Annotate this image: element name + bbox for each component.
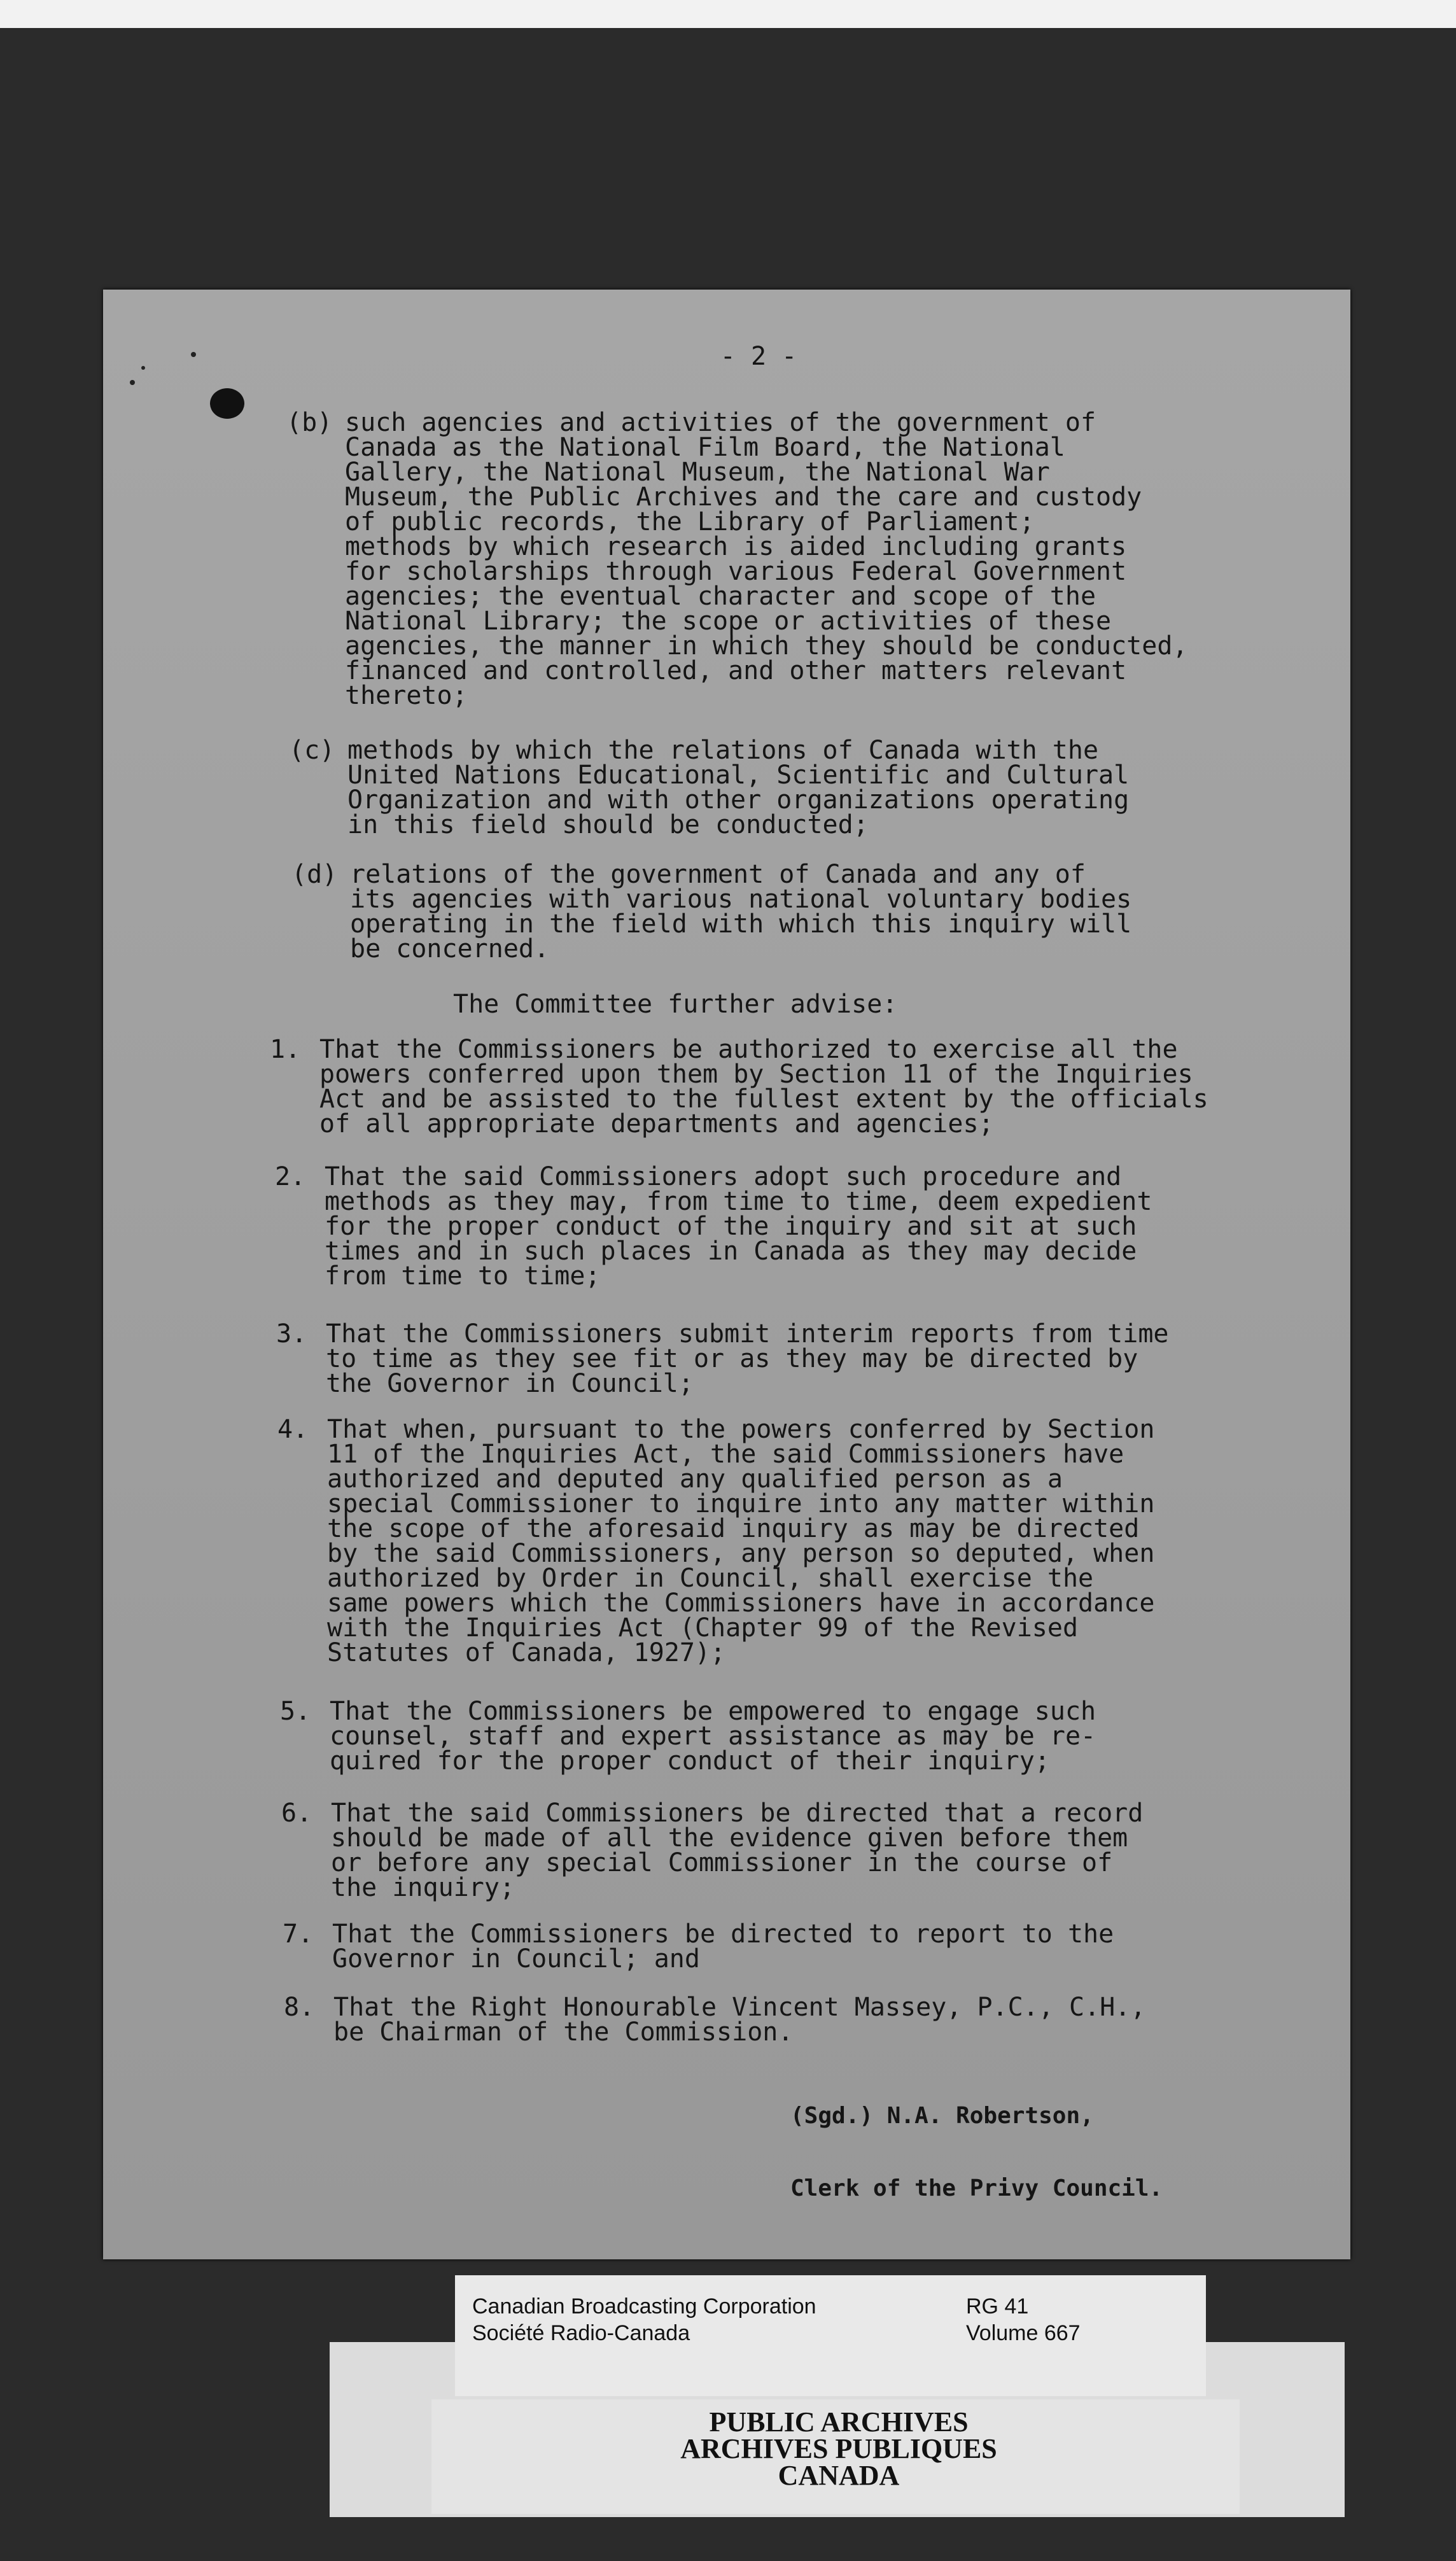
page-number: - 2 -	[720, 342, 797, 371]
text-line: That the Commissioners be empowered to engage such	[330, 1697, 1096, 1726]
item-label: 8.	[284, 1993, 315, 2022]
text-line: its agencies with various national voluntary bodies	[350, 885, 1132, 914]
numbered-item-8	[284, 1995, 1145, 2045]
top-border	[0, 0, 1456, 28]
text-line: United Nations Educational, Scientific and Cultural	[347, 761, 1130, 790]
item-label: (c)	[289, 736, 335, 765]
text-line: counsel, staff and expert assistance as may be re-	[330, 1722, 1096, 1751]
record-group: RG 41	[966, 2294, 1029, 2319]
text-line: operating in the field with which this inquiry will	[350, 909, 1132, 939]
text-line: That the Right Honourable Vincent Massey, P.C., C.H.,	[333, 1993, 1146, 2022]
item-label: (d)	[291, 860, 338, 889]
text-line: That the Commissioners be directed to report to the	[332, 1919, 1114, 1949]
item-label: 2.	[275, 1162, 306, 1191]
org-name-fr: Société Radio-Canada	[472, 2321, 690, 2345]
text-line: relations of the government of Canada and any of	[350, 860, 1086, 889]
text-line: in this field should be conducted;	[347, 810, 869, 839]
text-line: for scholarships through various Federal Government	[345, 557, 1127, 586]
item-label: (b)	[286, 408, 333, 437]
text-line: Governor in Council; and	[332, 1944, 700, 1974]
speck	[130, 380, 135, 385]
text-line: with the Inquiries Act (Chapter 99 of the Revised	[327, 1613, 1079, 1643]
item-label: 3.	[276, 1319, 307, 1349]
speck	[141, 366, 145, 370]
text-line: the scope of the aforesaid inquiry as may be directed	[327, 1514, 1140, 1543]
text-line: That the Commissioners submit interim reports from time	[326, 1319, 1169, 1349]
text-line: financed and controlled, and other matters relevant	[345, 656, 1127, 685]
text-line: methods by which research is aided including grants	[345, 532, 1127, 561]
numbered-item-1	[270, 1037, 1208, 1137]
text-line: Museum, the Public Archives and the care and custody	[345, 482, 1142, 512]
numbered-item-2	[275, 1162, 1152, 1291]
text-line: Act and be assisted to the fullest extent by the officials	[319, 1084, 1208, 1114]
text-line: quired for the proper conduct of their inquiry;	[330, 1746, 1050, 1776]
text-line: That the said Commissioners adopt such procedure and	[325, 1162, 1122, 1191]
text-line: authorized by Order in Council, shall exercise the	[327, 1564, 1094, 1593]
item-b	[286, 410, 1188, 708]
numbered-item-3	[276, 1319, 1169, 1398]
text-line: be Chairman of the Commission.	[333, 2017, 794, 2047]
text-line: the Governor in Council;	[326, 1369, 694, 1398]
item-label: 7.	[283, 1919, 314, 1949]
item-label: 6.	[281, 1799, 312, 1828]
signature-name: (Sgd.) N.A. Robertson,	[790, 2103, 1094, 2129]
text-line: agencies; the eventual character and scope of the	[345, 582, 1096, 611]
text-line: times and in such places in Canada as they may decide	[325, 1237, 1137, 1266]
stamp-line: CANADA	[778, 2460, 900, 2491]
text-line: 11 of the Inquiries Act, the said Commissioners have	[327, 1440, 1124, 1469]
text-line: Canada as the National Film Board, the National	[345, 433, 1065, 462]
org-name-en: Canadian Broadcasting Corporation	[472, 2294, 816, 2319]
text-line: to time as they see fit or as they may be directed by	[326, 1344, 1138, 1373]
text-line: agencies, the manner in which they should be conducted,	[345, 631, 1188, 661]
item-c	[289, 738, 1129, 838]
numbered-item-5	[280, 1699, 1096, 1774]
text-line: authorized and deputed any qualified person as a	[327, 1464, 1063, 1494]
text-line: National Library; the scope or activities of these	[345, 607, 1112, 636]
text-line: of all appropriate departments and agencies;	[319, 1109, 994, 1139]
item-label: 1.	[270, 1035, 301, 1064]
text-line: for the proper conduct of the inquiry and sit at such	[325, 1212, 1137, 1241]
document-page	[103, 290, 1350, 2259]
stamp-line: PUBLIC ARCHIVES	[709, 2406, 969, 2438]
text-line: methods as they may, from time to time, deem expedient	[325, 1187, 1152, 1216]
signature-block	[790, 2056, 1163, 2249]
public-archives-stamp	[597, 2406, 1081, 2491]
numbered-item-7	[283, 1919, 1114, 1974]
text-line: the inquiry;	[331, 1873, 515, 1902]
text-line: by the said Commissioners, any person so deputed, when	[327, 1539, 1155, 1568]
item-label: 5.	[280, 1697, 311, 1726]
text-line: from time to time;	[325, 1261, 601, 1291]
text-line: Statutes of Canada, 1927);	[327, 1638, 726, 1667]
item-d	[291, 862, 1131, 962]
text-line: Gallery, the National Museum, the National War	[345, 458, 1050, 487]
text-line: special Commissioner to inquire into any matter within	[327, 1489, 1155, 1519]
text-line: thereto;	[345, 681, 468, 710]
text-line: of public records, the Library of Parliament;	[345, 507, 1035, 537]
advise-heading: The Committee further advise:	[453, 990, 898, 1019]
text-line: same powers which the Commissioners have in accordance	[327, 1589, 1155, 1618]
stamp-line: ARCHIVES PUBLIQUES	[680, 2433, 997, 2464]
text-line: methods by which the relations of Canada with the	[347, 736, 1099, 765]
text-line: That the Commissioners be authorized to exercise all the	[319, 1035, 1178, 1064]
text-line: or before any special Commissioner in the course of	[331, 1848, 1113, 1877]
speck	[191, 352, 196, 357]
text-line: should be made of all the evidence given before them	[331, 1823, 1128, 1853]
text-line: Organization and with other organizations operating	[347, 785, 1130, 815]
punch-hole	[210, 388, 244, 419]
numbered-item-6	[281, 1801, 1143, 1900]
volume-number: Volume 667	[966, 2321, 1081, 2345]
text-line: That when, pursuant to the powers conferred by Section	[327, 1415, 1155, 1444]
text-line: powers conferred upon them by Section 11 of the Inquiries	[319, 1060, 1193, 1089]
text-line: be concerned.	[350, 934, 550, 964]
text-line: such agencies and activities of the government of	[345, 408, 1096, 437]
text-line: That the said Commissioners be directed that a record	[331, 1799, 1144, 1828]
numbered-item-4	[277, 1417, 1154, 1666]
signature-title: Clerk of the Privy Council.	[790, 2175, 1163, 2201]
item-label: 4.	[277, 1415, 309, 1444]
